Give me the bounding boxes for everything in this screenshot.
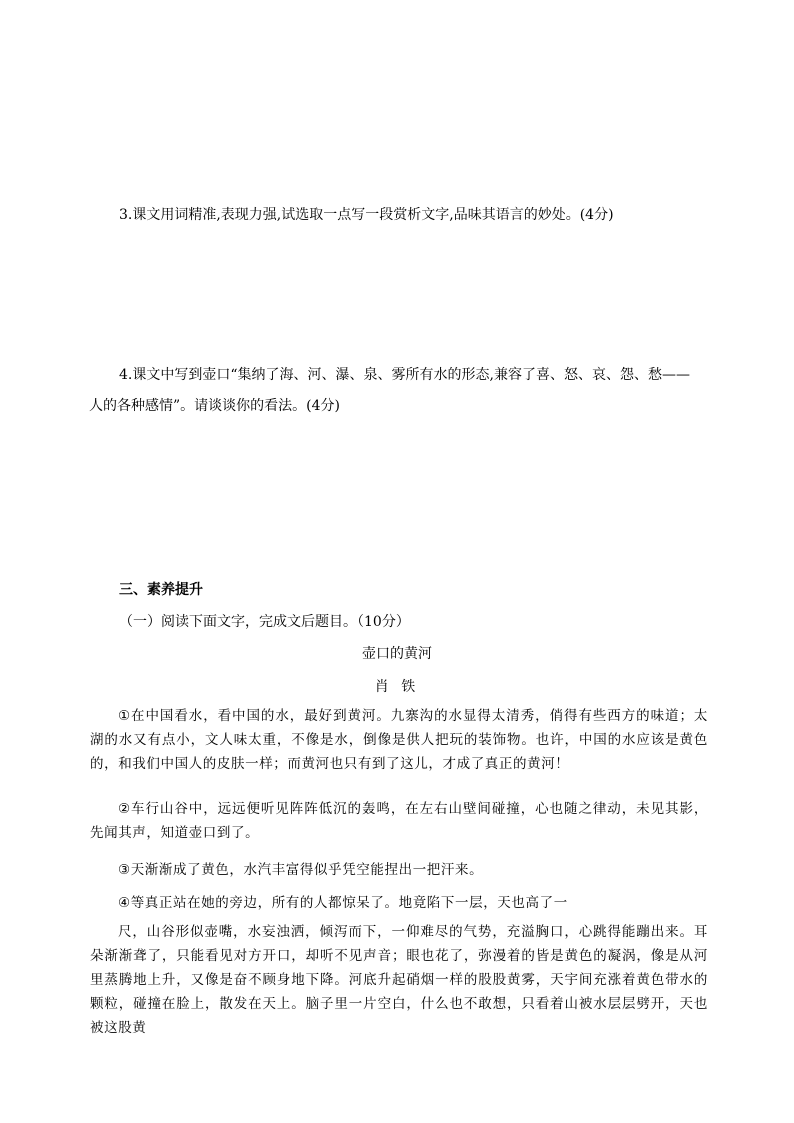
question-4-line-2: 人的各种感情”。请谈谈你的看法。(4分) <box>89 398 340 414</box>
article-paragraph-4-continued: 尺，山谷形似壶嘴，水妄浊洒，倾泻而下，一仰难尽的气势，充溢胸口，心跳得能蹦出来。耳朵渐渐聋了，只能看见对方开口，却听不见声音；眼也花了，弥漫着的皆是黄色的凝涡，像是从河里蒸腾地上升，又像是奋不顾身地下降。河底升起硝烟一样的股股黄雾，天宇间充涨着黄色带水的颗粒，碰撞在脸上，散发在天上。脑子里一片空白，什么也不敢想，只看着山被水层层劈开，天也被这股黄 <box>90 924 708 1036</box>
article-paragraph-4: ④等真正站在她的旁边，所有的人都惊呆了。地竟陷下一层，天也高了一 <box>118 895 568 911</box>
section-heading: 三、素养提升 <box>119 582 203 598</box>
question-4-line-1: 4.课文中写到壶口“集纳了海、河、瀑、泉、雾所有水的形态,兼容了喜、怒、哀、怨、愁—— <box>119 367 690 383</box>
article-title: 壶口的黄河 <box>362 646 432 662</box>
article-paragraph-2: ②车行山谷中，远远便听见阵阵低沉的轰鸣，在左右山壁间碰撞，心也随之律动，未见其影，先闻其声，知道壶口到了。 <box>90 801 708 841</box>
article-paragraph-3: ③天渐渐成了黄色，水汽丰富得似乎凭空能捏出一把汗来。 <box>118 862 484 878</box>
question-3: 3.课文用词精准,表现力强,试选取一点写一段赏析文字,品味其语言的妙处。(4分) <box>119 207 614 223</box>
section-subheading: （一）阅读下面文字，完成文后题目。（10分） <box>119 614 410 630</box>
article-paragraph-1: ①在中国看水，看中国的水，最好到黄河。九寨沟的水显得太清秀，俏得有些西方的味道；太湖的水又有点小，文人味太重，不像是水，倒像是供人把玩的装饰物。也许，中国的水应该是黄色的，和我们中国人的皮肤一样；而黄河也只有到了这儿，才成了真正的黄河！ <box>90 708 708 772</box>
article-author: 肖 铁 <box>374 679 420 695</box>
